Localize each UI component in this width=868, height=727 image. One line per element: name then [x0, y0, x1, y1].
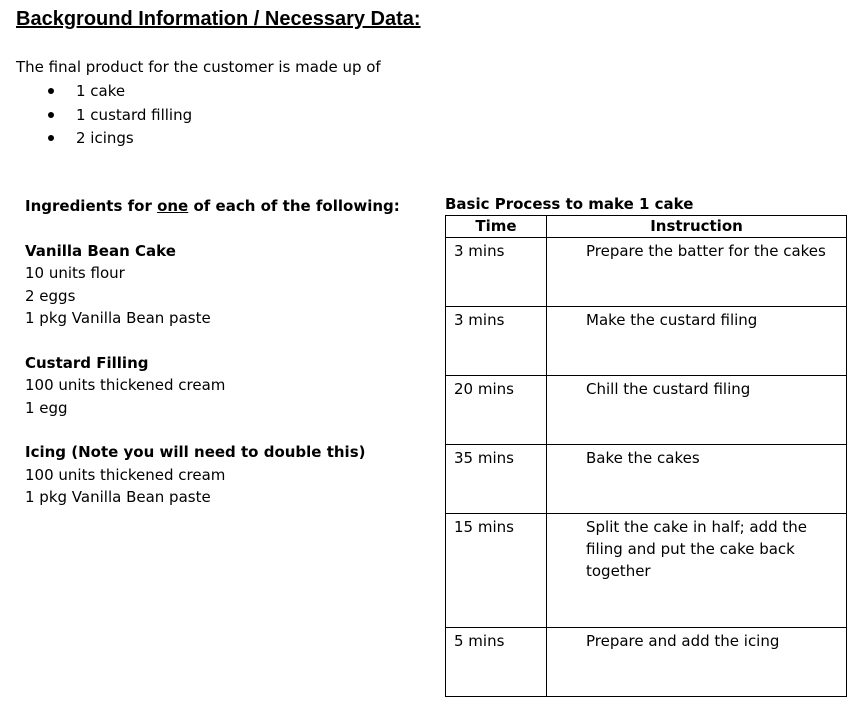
table-row — [446, 376, 847, 445]
custard-filling-title: Custard Filling — [25, 353, 149, 372]
step-instruction: Make the custard filing — [547, 307, 847, 376]
icing-title: Icing (Note you will need to double this) — [25, 443, 366, 462]
process-table — [445, 215, 847, 697]
list-item: 1 custard filling — [48, 105, 192, 129]
table-row — [446, 628, 847, 697]
ingredient-item: 1 pkg Vanilla Bean paste — [25, 488, 211, 507]
ingredients-title: Ingredients for one of each of the following: — [25, 197, 400, 215]
ingredients-section — [25, 196, 425, 509]
step-time: 20 mins — [446, 376, 547, 445]
process-title: Basic Process to make 1 cake — [445, 195, 694, 213]
step-instruction: Split the cake in half; add the filing and put the cake back together — [547, 514, 847, 628]
intro-text: The final product for the customer is made up of — [16, 58, 381, 76]
ingredient-item: 100 units thickened cream — [25, 376, 226, 395]
ingredient-item: 1 pkg Vanilla Bean paste — [25, 308, 211, 327]
table-row — [446, 445, 847, 514]
ingredient-item: 10 units flour — [25, 264, 125, 283]
ingredient-item: 1 egg — [25, 398, 68, 417]
step-time: 3 mins — [446, 307, 547, 376]
table-row — [446, 238, 847, 307]
step-time: 35 mins — [446, 445, 547, 514]
step-time: 3 mins — [446, 238, 547, 307]
step-time: 5 mins — [446, 628, 547, 697]
step-instruction: Prepare the batter for the cakes — [547, 238, 847, 307]
step-instruction: Bake the cakes — [547, 445, 847, 514]
page-heading: Background Information / Necessary Data: — [16, 8, 421, 30]
table-row — [446, 307, 847, 376]
vanilla-cake-title: Vanilla Bean Cake — [25, 241, 176, 260]
ingredient-item: 100 units thickened cream — [25, 465, 226, 484]
bullet-icon — [48, 112, 54, 118]
time-header: Time — [446, 216, 547, 238]
step-instruction: Prepare and add the icing — [547, 628, 847, 697]
step-instruction: Chill the custard filing — [547, 376, 847, 445]
table-row — [446, 514, 847, 628]
component-list — [48, 81, 192, 152]
list-item: 1 cake — [48, 81, 192, 105]
list-item: 2 icings — [48, 128, 192, 152]
bullet-icon — [48, 88, 54, 94]
step-time: 15 mins — [446, 514, 547, 628]
ingredient-item: 2 eggs — [25, 286, 76, 305]
bullet-icon — [48, 135, 54, 141]
instruction-header: Instruction — [547, 216, 847, 238]
